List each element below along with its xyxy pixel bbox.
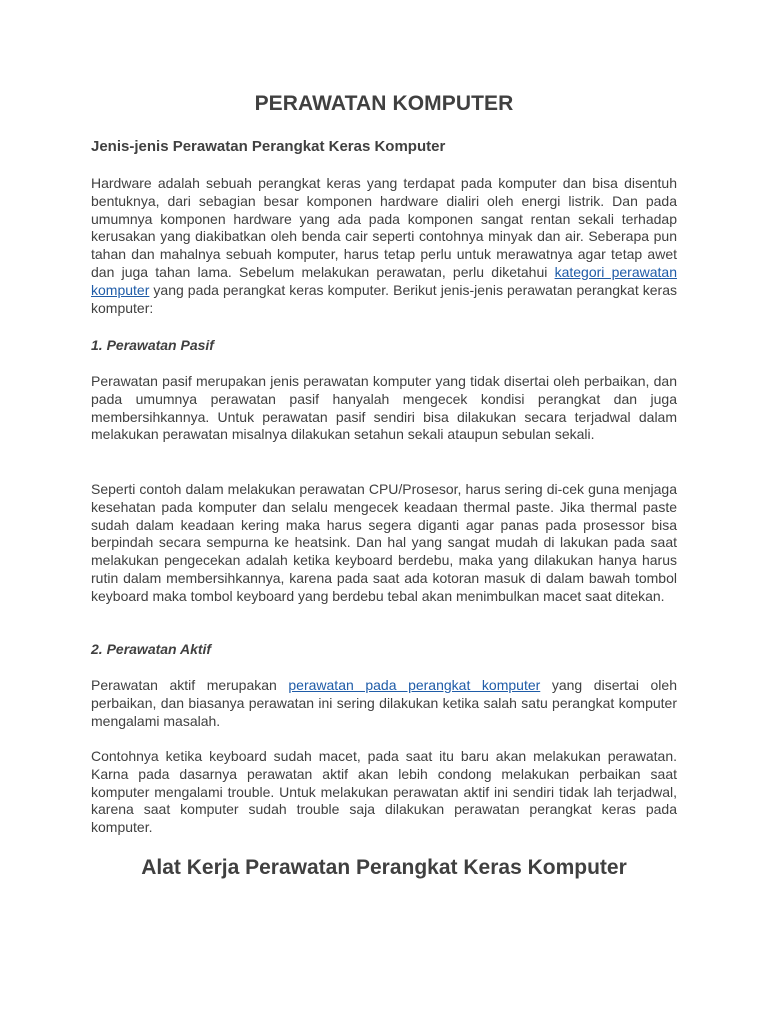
pasif-paragraph-1: Perawatan pasif merupakan jenis perawatan komputer yang tidak disertai oleh perbaikan, dan pada umumnya perawatan pasif hanyalah mengecek kondisi perangkat dan juga membersihkannya. Untuk perawatan pasif sendiri bisa dilakukan secara terjadwal dalam melakukan perawatan misalnya dilakukan setahun sekali ataupun sebulan sekali. [91,373,677,443]
intro-text-after-link: yang pada perangkat keras komputer. Berikut jenis-jenis perawatan perangkat keras komputer: [91,281,677,316]
aktif-text-after-link: yang disertai oleh perbaikan, dan biasanya perawatan ini sering dilakukan ketika salah satu perangkat komputer mengalami masalah. [91,677,677,729]
page-title: PERAWATAN KOMPUTER [254,92,514,115]
kategori-perawatan-link[interactable]: kategori perawatan komputer [91,263,677,298]
perawatan-perangkat-link[interactable]: perawatan pada perangkat komputer [288,677,541,693]
heading-perawatan-pasif: 1. Perawatan Pasif [91,337,214,353]
alat-kerja-heading: Alat Kerja Perawatan Perangkat Keras Komputer [141,856,627,879]
intro-paragraph [91,175,677,317]
pasif-paragraph-2: Seperti contoh dalam melakukan perawatan CPU/Prosesor, harus sering di-cek guna menjaga kesehatan pada komputer dan selalu mengecek keadaan thermal paste. Jika thermal paste sudah dalam keadaan kering maka harus segera diganti agar panas pada prosessor bisa berpindah secara sempurna ke heatsink. Dan hal yang sangat mudah di lakukan pada saat melakukan pengecekan adalah ketika keyboard berdebu, maka yang dilakukan hanya harus rutin dalam membersihkannya, karena pada saat ada kotoran masuk di dalam bawah tombol keyboard maka tombol keyboard yang berdebu tebal akan menimbulkan macet saat ditekan. [91,481,677,604]
intro-text-before-link: Hardware adalah sebuah perangkat keras yang terdapat pada komputer dan bisa disentuh bentuknya, dari sebagian besar komponen hardware dialiri oleh energi listrik. Dan pada umumnya komponen hardware yang ada pada komponen sangat rentan sekali terhadap kerusakan yang diakibatkan oleh benda cair seperti contohnya minyak dan air. Seberapa pun tahan dan mahalnya sebuah komputer, harus tetap perlu untuk merawatnya agar tetap awet dan juga tahan lama. Sebelum melakukan perawatan, perlu diketahui [91,175,677,280]
aktif-paragraph-1 [91,677,677,730]
section-subtitle: Jenis-jenis Perawatan Perangkat Keras Komputer [91,138,446,155]
aktif-paragraph-2: Contohnya ketika keyboard sudah macet, pada saat itu baru akan melakukan perawatan. Karna pada dasarnya perawatan aktif akan lebih condong melakukan perbaikan saat komputer mengalami trouble. Untuk melakukan perawatan aktif ini sendiri tidak lah terjadwal, karena saat komputer sudah trouble saja dilakukan perawatan perangkat keras pada komputer. [91,748,677,836]
heading-perawatan-aktif: 2. Perawatan Aktif [91,641,212,657]
aktif-text-before-link: Perawatan aktif merupakan [91,677,289,693]
